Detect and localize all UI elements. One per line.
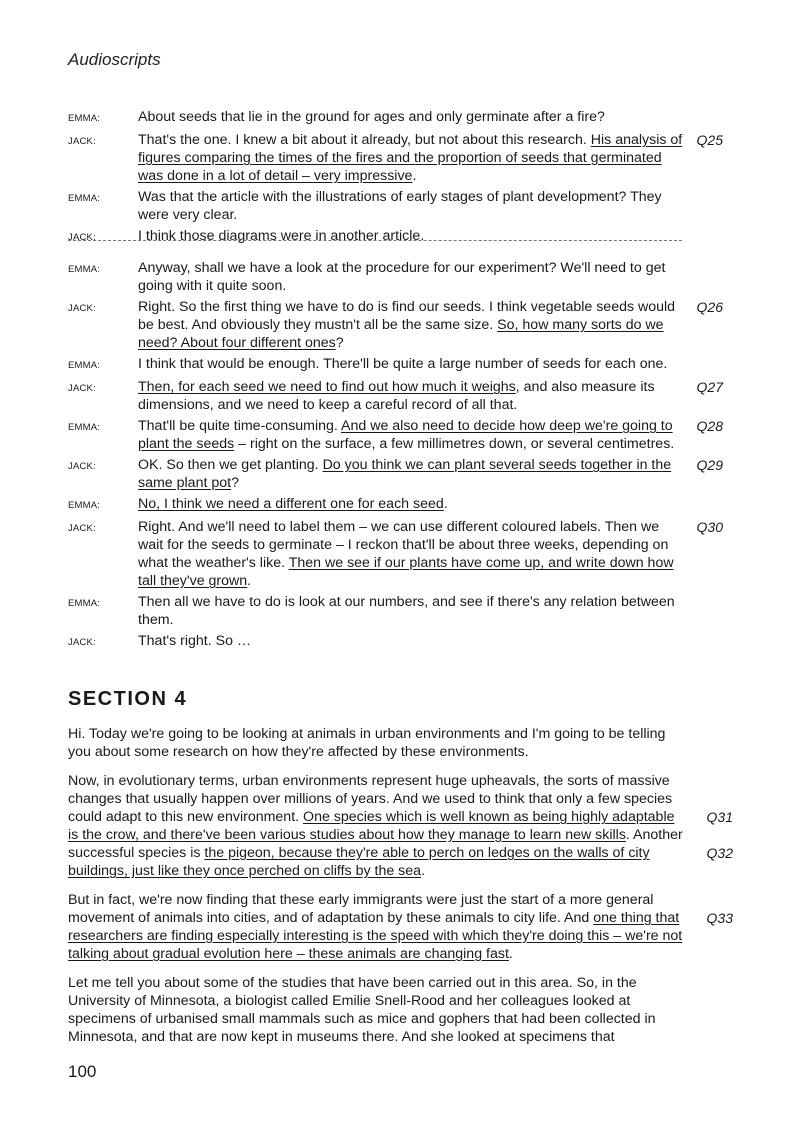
speech — [138, 108, 683, 128]
paragraph — [68, 891, 748, 963]
paragraph — [68, 772, 748, 880]
paragraph — [68, 974, 748, 1046]
speech-text: That's the one. I knew a bit about it already, but not about this research. — [138, 132, 591, 148]
speech-text: ? — [335, 335, 344, 351]
question-marker: Q25 — [696, 132, 723, 148]
underlined-answer-text: His analysis of figures comparing the times of the fires and the proportion of seeds that germinated was done in a lot of detail – very impressive — [138, 132, 683, 184]
underlined-answer-text: Then we see if our plants have come up, and write down how tall they've grown — [138, 555, 674, 589]
dialogue-turn — [68, 188, 748, 224]
speech-text: Anyway, shall we have a look at the procedure for our experiment? We'll need to get going with it quite soon. — [138, 260, 666, 294]
speech-text: That'll be quite time-consuming. — [138, 418, 342, 434]
paragraph-text — [68, 772, 683, 880]
speech-text: ? — [231, 475, 239, 491]
dialogue-turn — [68, 417, 748, 453]
speaker-label: JACK: — [68, 303, 96, 314]
underlined-answer-text: So, how many sorts do we need? About four different ones — [138, 317, 664, 351]
speech — [138, 131, 683, 185]
speech-text: About seeds that lie in the ground for ages and only germinate after a fire? — [138, 109, 605, 125]
question-marker — [683, 974, 733, 1046]
speech-text: . — [421, 863, 426, 879]
speech-text: . — [443, 496, 448, 512]
speech-text: Right. And we'll need to label them – we can use different coloured labels. Then we wait for the seeds to germinate – I reckon that'll be about three weeks, depending on what the weather's like. — [138, 519, 669, 571]
speech-text: , and also measure its dimensions, and we need to keep a careful record of all that. — [138, 379, 655, 413]
speech — [138, 495, 683, 515]
dashed-divider — [68, 240, 682, 241]
paragraph-text — [68, 974, 683, 1046]
question-marker — [683, 227, 723, 247]
question-marker — [683, 188, 723, 224]
dialogue-turn — [68, 131, 748, 185]
speech-text: Now, in evolutionary terms, urban environments represent huge upheavals, the sorts of massive changes that usually happen over millions of years. And we used to think that only a few species could adapt to this new environment. — [68, 773, 673, 825]
dialogue-turn — [68, 495, 748, 515]
dialogue-turn — [68, 518, 748, 590]
question-marker: Q27 — [696, 379, 723, 395]
dialogue-block-main — [68, 259, 748, 655]
underlined-answer-text: No, I think we need a different one for each seed — [138, 496, 444, 512]
speech — [138, 417, 683, 453]
paragraph — [68, 725, 748, 761]
speech — [138, 188, 683, 224]
question-marker — [683, 725, 733, 761]
question-marker — [683, 259, 723, 295]
speech-text: Right. So the first thing we have to do is find our seeds. I think vegetable seeds would be best. And obviously they mustn't all be the same size. — [138, 299, 676, 333]
question-marker — [683, 355, 723, 375]
dialogue-turn — [68, 593, 748, 629]
speaker-label: JACK: — [68, 461, 96, 472]
speaker-label: EMMA: — [68, 598, 101, 609]
speaker-label: JACK: — [68, 232, 96, 243]
speaker-label: JACK: — [68, 523, 96, 534]
dialogue-turn — [68, 298, 748, 352]
speech-text: – right on the surface, a few millimetres down, or several centimetres. — [234, 436, 675, 452]
dialogue-turn — [68, 632, 748, 652]
section-heading: SECTION 4 — [68, 688, 188, 710]
paragraph-text — [68, 891, 683, 963]
running-header: Audioscripts — [68, 50, 161, 69]
question-marker — [683, 108, 723, 128]
underlined-answer-text: the pigeon, because they're able to perch on ledges on the walls of city buildings, just like they once perched on cliffs by the sea — [68, 845, 650, 879]
speech — [138, 298, 683, 352]
underlined-answer-text: Then, for each seed we need to find out how much it weighs — [138, 379, 516, 395]
speech-text: Hi. Today we're going to be looking at animals in urban environments and I'm going to be telling you about some research on how they're affected by these environments. — [68, 726, 666, 760]
speech-text: . — [247, 573, 252, 589]
speech — [138, 593, 683, 629]
question-marker — [683, 593, 723, 629]
question-marker: Q26 — [696, 299, 723, 315]
speech-text: But in fact, we're now finding that these early immigrants were just the start of a more general movement of animals into cities, and of adaptation by these animals to city life. And — [68, 892, 654, 926]
dialogue-block-top — [68, 108, 748, 250]
speech — [138, 518, 683, 590]
speech-text: Then all we have to do is look at our numbers, and see if there's any relation between them. — [138, 594, 675, 628]
dialogue-turn — [68, 227, 748, 247]
underlined-answer-text: Do you think we can plant several seeds together in the same plant pot — [138, 457, 672, 491]
speech — [138, 632, 683, 652]
speaker-label: JACK: — [68, 383, 96, 394]
speech-text: I think that would be enough. There'll be quite a large number of seeds for each one. — [138, 356, 668, 372]
dialogue-turn — [68, 259, 748, 295]
speech-text: Was that the article with the illustrations of early stages of plant development? They were very clear. — [138, 189, 662, 223]
speech — [138, 378, 683, 414]
speech-text: Let me tell you about some of the studies that have been carried out in this area. So, in the University of Minnesota, a biologist called Emilie Snell-Rood and her colleagues looked at specimens of urbanised small mammals such as mice and gophers that had been collected in Minnesota, and that are now kept in museums there. And she looked at specimens that — [68, 975, 656, 1045]
question-marker — [683, 632, 723, 652]
speaker-label: JACK: — [68, 136, 96, 147]
speech — [138, 456, 683, 492]
speech-text: OK. So then we get planting. — [138, 457, 323, 473]
speaker-label: EMMA: — [68, 113, 101, 124]
question-marker: Q28 — [696, 418, 723, 434]
speaker-label: EMMA: — [68, 360, 101, 371]
question-marker: Q29 — [696, 457, 723, 473]
speaker-label: JACK: — [68, 637, 96, 648]
dialogue-turn — [68, 378, 748, 414]
underlined-answer-text: And we also need to decide how deep we're going to plant the seeds — [138, 418, 673, 452]
dialogue-turn — [68, 456, 748, 492]
speaker-label: EMMA: — [68, 193, 101, 204]
question-marker: Q33 — [706, 910, 733, 926]
speech — [138, 355, 683, 375]
speaker-label: EMMA: — [68, 500, 101, 511]
speech — [138, 227, 683, 247]
speech-text: That's right. So … — [138, 633, 252, 649]
underlined-answer-text: one thing that researchers are finding especially interesting is the speed with which they're doing this – we're not talking about gradual evolution here – these animals are changing fast — [68, 910, 683, 962]
dialogue-turn — [68, 108, 748, 128]
dialogue-turn — [68, 355, 748, 375]
speech-text: . — [508, 946, 513, 962]
question-marker: Q31 Q32 — [706, 809, 733, 861]
speech-text: I think those diagrams were in another article. — [138, 228, 425, 244]
speech-text: . Another successful species is — [68, 827, 683, 861]
page-number: 100 — [68, 1062, 97, 1081]
question-marker: Q30 — [696, 519, 723, 535]
speaker-label: EMMA: — [68, 422, 101, 433]
underlined-answer-text: One species which is well known as being highly adaptable is the crow, and there've been various studies about how they manage to learn new skills — [68, 809, 675, 843]
speaker-label: EMMA: — [68, 264, 101, 275]
question-marker — [683, 495, 723, 515]
section-prose — [68, 725, 748, 1057]
paragraph-text — [68, 725, 683, 761]
speech — [138, 259, 683, 295]
speech-text: . — [412, 168, 417, 184]
